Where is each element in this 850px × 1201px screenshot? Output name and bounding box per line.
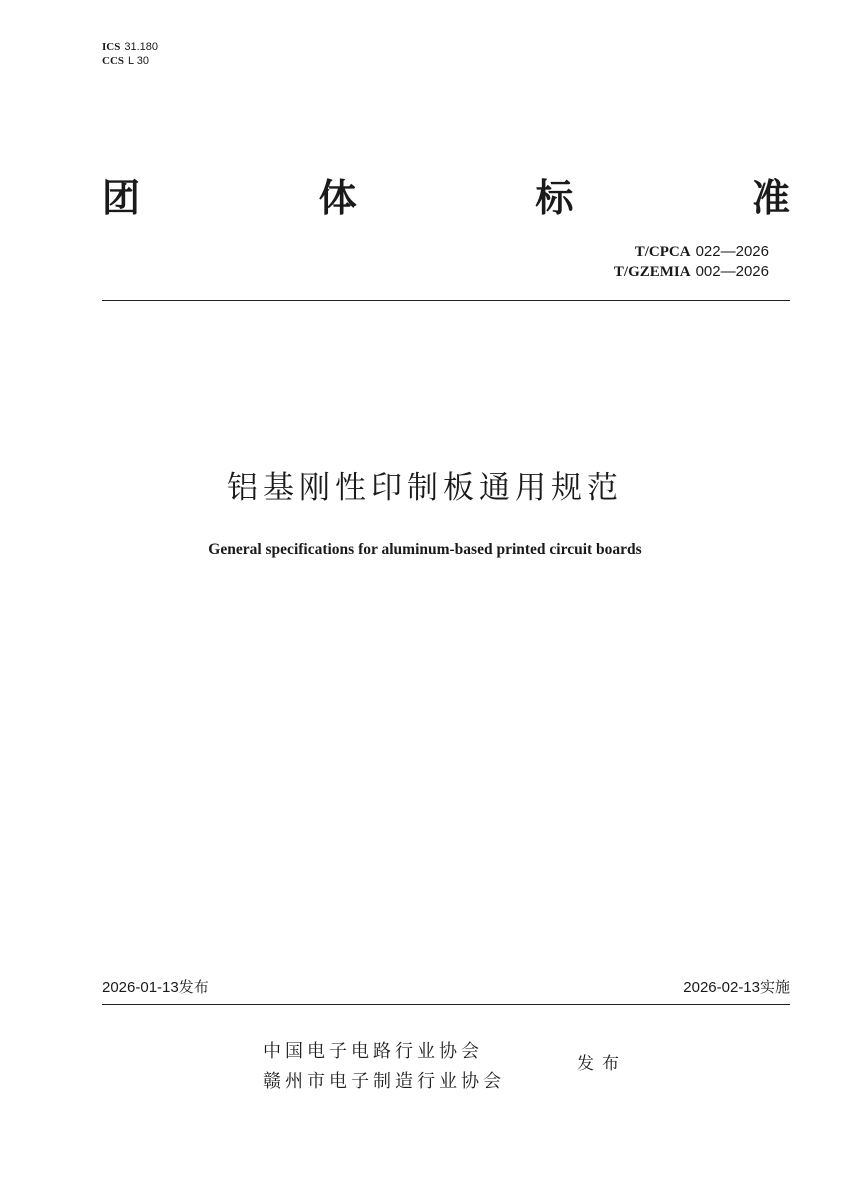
title-chinese: 铝基刚性印制板通用规范	[227, 470, 623, 506]
standard-type-char: 标	[535, 176, 574, 220]
publisher-list	[263, 1037, 505, 1097]
classification-codes	[102, 40, 158, 68]
title-english: General specifications for aluminum-based printed circuit boards	[208, 541, 642, 558]
header-divider	[102, 300, 790, 301]
ics-label: ICS	[102, 41, 121, 53]
standard-numbers	[614, 242, 769, 282]
ccs-value: L 30	[128, 55, 150, 67]
publisher-name: 赣州市电子制造行业协会	[263, 1071, 505, 1092]
footer-divider	[102, 1004, 790, 1005]
standard-number-value: 002—2026	[695, 263, 769, 280]
implement-date: 2026-02-13实施	[683, 979, 790, 996]
publish-label: 发布	[577, 1054, 627, 1074]
standard-number-prefix: T/GZEMIA	[613, 264, 691, 280]
standard-type-char: 准	[751, 176, 790, 220]
standard-type-char: 团	[102, 176, 141, 220]
standard-number-value: 022—2026	[695, 243, 769, 260]
ics-row	[102, 40, 158, 54]
ccs-label: CCS	[102, 55, 125, 67]
standard-number-row	[614, 242, 769, 262]
standard-number-row	[614, 262, 769, 282]
standard-type-heading	[102, 174, 790, 222]
ccs-row	[102, 54, 158, 68]
ics-value: 31.180	[124, 41, 158, 53]
publish-date: 2026-01-13发布	[102, 979, 209, 996]
standard-number-prefix: T/CPCA	[634, 244, 691, 260]
publisher-name: 中国电子电路行业协会	[263, 1041, 483, 1062]
standard-type-char: 体	[318, 176, 357, 220]
